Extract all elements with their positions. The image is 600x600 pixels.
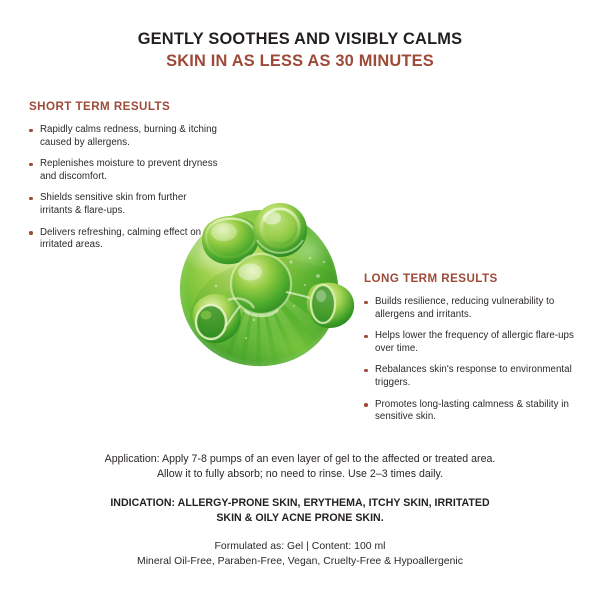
list-item-text: Builds resilience, reducing vulnerability to allergens and irritants. [375, 296, 555, 320]
list-item [364, 330, 579, 355]
footer-details [0, 452, 600, 570]
list-item [29, 192, 221, 217]
headline-primary: GENTLY SOOTHES AND VISIBLY CALMS [137, 30, 463, 48]
bullet-dot-icon [29, 197, 33, 201]
short-term-results-heading: SHORT TERM RESULTS [29, 100, 171, 113]
short-term-results-section [29, 100, 221, 252]
headline-secondary: SKIN IN AS LESS AS 30 MINUTES [166, 52, 434, 70]
page-title [0, 28, 600, 72]
list-item-text: Shields sensitive skin from further irritants & flare-ups. [40, 192, 187, 216]
long-term-results-section [364, 272, 579, 424]
free-from-claims: Mineral Oil-Free, Paraben-Free, Vegan, Cruelty-Free & Hypoallergenic [137, 556, 463, 568]
bullet-dot-icon [364, 301, 368, 305]
long-term-results-list [364, 296, 579, 424]
list-item-text: Rapidly calms redness, burning & itching caused by allergens. [40, 124, 217, 148]
application-line-1: Application: Apply 7-8 pumps of an even layer of gel to the affected or treated area. [104, 453, 496, 465]
bullet-dot-icon [364, 403, 368, 407]
bullet-dot-icon [364, 369, 368, 373]
list-item [29, 124, 221, 149]
list-item-text: Rebalances skin's response to environmental triggers. [375, 364, 572, 388]
gel-bubble-right [307, 283, 355, 328]
list-item-text: Helps lower the frequency of allergic flare-ups over time. [375, 330, 574, 354]
formulation-and-content: Formulated as: Gel | Content: 100 ml [214, 541, 386, 553]
application-line-2: Allow it to fully absorb; no need to rinse. Use 2–3 times daily. [156, 468, 444, 481]
indication-line-2: SKIN & OILY ACNE PRONE SKIN. [216, 511, 384, 524]
list-item-text: Replenishes moisture to prevent dryness and discomfort. [40, 158, 218, 182]
list-item [29, 227, 221, 252]
list-item-text: Promotes long-lasting calmness & stability in sensitive skin. [375, 398, 569, 423]
list-item [29, 158, 221, 183]
indication-statement [0, 496, 600, 527]
long-term-results-heading: LONG TERM RESULTS [364, 272, 498, 285]
bullet-dot-icon [29, 163, 33, 167]
bullet-dot-icon [29, 129, 33, 133]
list-item [364, 296, 579, 321]
list-item [364, 364, 579, 389]
bullet-dot-icon [29, 231, 33, 235]
gel-bubble-top [253, 203, 307, 257]
list-item-text: Delivers refreshing, calming effect on irritated areas. [40, 226, 202, 251]
short-term-results-list [29, 124, 221, 252]
application-instructions [0, 452, 600, 483]
list-item [364, 399, 579, 424]
indication-line-1: INDICATION: ALLERGY-PRONE SKIN, ERYTHEMA, ITCHY SKIN, IRRITATED [110, 496, 490, 509]
bullet-dot-icon [364, 335, 368, 339]
